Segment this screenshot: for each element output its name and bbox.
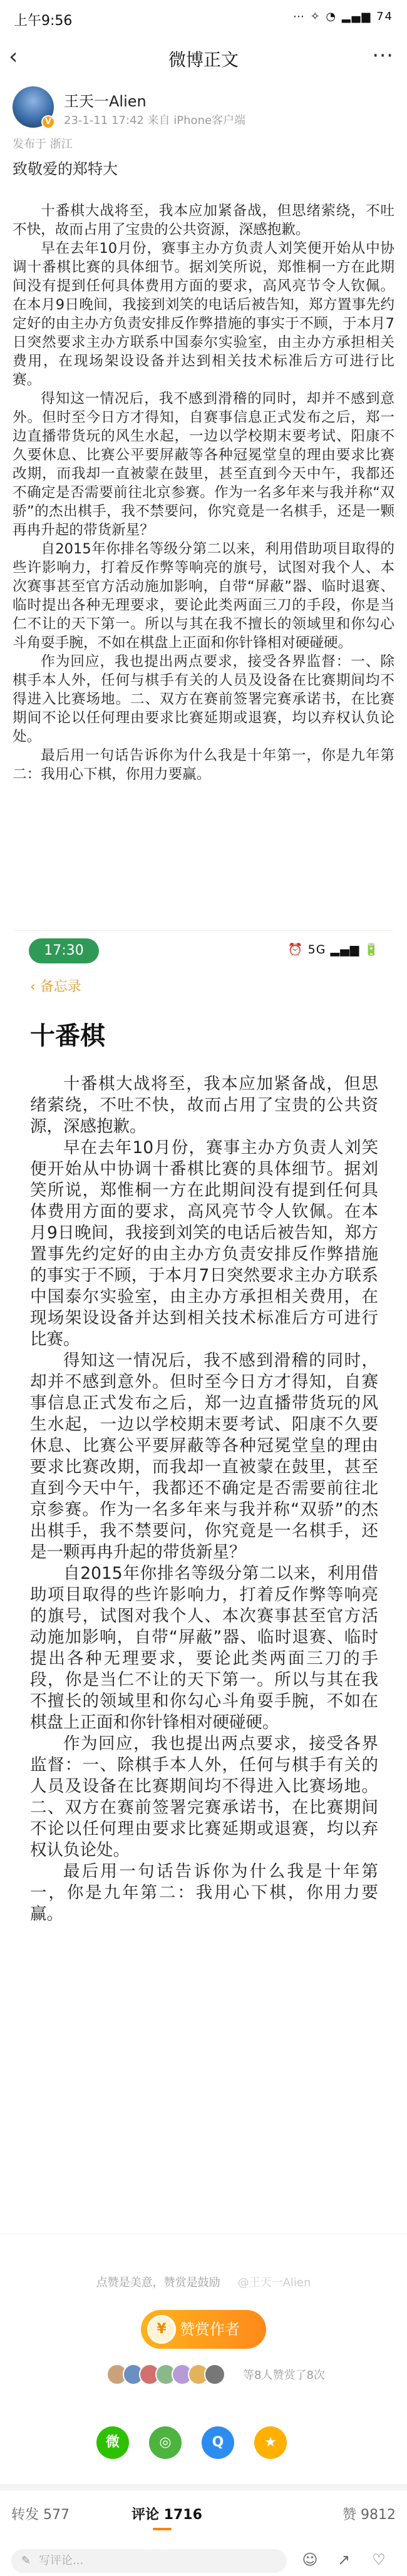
- section-divider: [0, 2484, 407, 2490]
- letter-paragraph: 得知这一情况后，我不感到滑稽的同时，却并不感到意外。但时至今日方才得知，自赛事信息正式发布之后，郑一边直播带货玩的风生水起，一边以学校期末要考试、阳康不久要休息、比赛公平要屏蔽等各种冠冕堂皇的理由要求比赛改期，而我却一直被蒙在鼓里，甚至直到今天中午，我都还不确定是否需要前往北京参赛。作为一名多年来与我并称“双骄”的杰出棋手，我不禁要问，你究竟是一名棋手，还是一颗再冉升起的带货新星？: [13, 391, 394, 538]
- letter-body: [13, 202, 394, 784]
- embedded-memo-screenshot[interactable]: [14, 930, 393, 2226]
- wechat-icon[interactable]: 微: [96, 2426, 129, 2459]
- letter-paragraph: 自2015年你排名等级分第二以来，利用借助项目取得的些许影响力，打着反作弊等响亮的旗号，试图对我个人、本次赛事甚至官方活动施加影响，自带“屏蔽”器、临时退赛、临时提出各种无理要求，要论此类两面三刀的手段，你是当仁不让的天下第一。所以与其在我不擅长的领域里和你勾心斗角耍手腕，不如在棋盘上正面和你针锋相对硬碰硬。: [13, 541, 394, 651]
- reward-note: [0, 2274, 407, 2290]
- qq-icon[interactable]: Q: [202, 2426, 234, 2459]
- memo-body: [30, 1074, 378, 1925]
- post-meta: 23-1-11 17:42 来自 iPhone客户端: [64, 114, 246, 127]
- reward-note-text: 点赞是美意，赞赏是鼓励: [96, 2276, 220, 2289]
- letter-paragraph: 十番棋大战将至，我本应加紧备战，但思绪萦绕，不吐不快，故而占用了宝贵的公共资源，深感抱歉。: [13, 203, 394, 238]
- verified-badge-icon: V: [41, 115, 55, 129]
- top-nav: [0, 38, 407, 78]
- like-icon[interactable]: ♡: [372, 2551, 386, 2568]
- avatar[interactable]: [13, 86, 54, 128]
- memo-paragraph: 自2015年你排名等级分第二以来，利用借助项目取得的些许影响力，打着反作弊等响亮的旗号，试图对我个人、本次赛事甚至官方活动施加影响，自带“屏蔽”器、临时退赛、临时提出各种无理要求，要论此类两面三刀的手段，你是当仁不让的天下第一。所以与其在我不擅长的领域里和你勾心斗角耍手腕，不如在棋盘上正面和你针锋相对硬碰硬。: [30, 1564, 378, 1732]
- tab-repost[interactable]: 转发 577: [11, 2507, 70, 2523]
- salutation: 致敬爱的郑特大: [13, 160, 118, 178]
- memo-paragraph: 十番棋大战将至，我本应加紧备战，但思绪萦绕，不吐不快，故而占用了宝贵的公共资源，深感抱歉。: [30, 1074, 378, 1136]
- page-title: 微博正文: [168, 49, 239, 70]
- status-icons: ⋯ ✧ ◔ ▂▄▆ 74: [292, 10, 393, 23]
- back-icon[interactable]: ‹: [9, 44, 18, 69]
- comment-placeholder: 写评论...: [39, 2554, 84, 2567]
- fan-avatar: [204, 2364, 225, 2385]
- share-row: [0, 2426, 407, 2464]
- watermark: @王天一Alien: [237, 2276, 311, 2289]
- letter-paragraph: 作为回应，我也提出两点要求，接受各界监督：一、除棋手本人外，任何与棋手有关的人员及设备在比赛期间均不得进入比赛场地。二、双方在赛前签署完赛承诺书，在比赛期间不论以任何理由要求比赛延期或退赛，均以弃权认负论处。: [13, 654, 394, 745]
- tab-like[interactable]: 赞 9812: [343, 2507, 396, 2523]
- letter-paragraph: 早在去年10月份，赛事主办方负责人刘笑便开始从中协调十番棋比赛的具体细节。据刘笑所说，郑惟桐一方在此期间没有提到任何具体费用方面的要求，高风亮节令人钦佩。在本月9日晚间，我接到刘笑的电话后被告知，郑方置事先约定好的由主办方负责安排反作弊措施的事实于不顾，于本月7日突然要求主办方联系中国泰尔实验室，由主办方承担相关费用，在现场架设设备并达到相关技术标准后方可进行比赛。: [13, 240, 394, 388]
- memo-status-icons: ⏰ 5G ▂▄▆ 🔋: [287, 943, 379, 957]
- share-icon[interactable]: ↗: [337, 2551, 351, 2568]
- more-icon[interactable]: ⋯: [372, 43, 393, 68]
- memo-back-button: ‹ 备忘录: [30, 979, 81, 995]
- comment-bar: [0, 2547, 407, 2576]
- memo-paragraph: 作为回应，我也提出两点要求，接受各界监督：一、除棋手本人外，任何与棋手有关的人员及设备在比赛期间均不得进入比赛场地。二、双方在赛前签署完赛承诺书，在比赛期间不论以任何理由要求比赛延期或退赛，均以弃权认负论处。: [30, 1734, 378, 1860]
- pen-icon: ✎: [21, 2554, 31, 2567]
- reward-count: 等8人赞赏了8次: [243, 2369, 325, 2382]
- comment-input[interactable]: [11, 2549, 287, 2573]
- memo-title: 十番棋: [30, 1022, 105, 1050]
- interaction-tabs: [0, 2498, 407, 2535]
- status-time-pill: 17:30: [29, 938, 99, 963]
- memo-paragraph: 得知这一情况后，我不感到滑稽的同时，却并不感到意外。但时至今日方才得知，自赛事信息正式发布之后，郑一边直播带货玩的风生水起，一边以学校期末要考试、阳康不久要休息、比赛公平要屏蔽等各种冠冕堂皇的理由要求比赛改期，而我却一直被蒙在鼓里，甚至直到今天中午，我都还不确定是否需要前往北京参赛。作为一名多年来与我并称“双骄”的杰出棋手，我不禁要问，你究竟是一名棋手，还是一颗再冉升起的带货新星？: [30, 1351, 378, 1562]
- author-header: [13, 86, 394, 151]
- qzone-icon[interactable]: ★: [254, 2426, 287, 2459]
- emoji-icon[interactable]: ☺: [302, 2551, 318, 2568]
- post-location: 发布于 浙江: [13, 138, 73, 151]
- reward-button-label: 赞赏作者: [180, 2321, 240, 2338]
- memo-paragraph: 早在去年10月份，赛事主办方负责人刘笑便开始从中协调十番棋比赛的具体细节。据刘笑所说，郑惟桐一方在此期间没有提到任何具体费用方面的要求，高风亮节令人钦佩。在本月9日晚间，我接到刘笑的电话后被告知，郑方置事先约定好的由主办方负责安排反作弊措施的事实于不顾，于本月7日突然要求主办方联系中国泰尔实验室，由主办方承担相关费用，在现场架设设备并达到相关技术标准后方可进行比赛。: [30, 1138, 378, 1349]
- tab-comment[interactable]: 评论 1716: [131, 2507, 202, 2523]
- moments-icon[interactable]: ◎: [149, 2426, 182, 2459]
- memo-paragraph: 最后用一句话告诉你为什么我是十年第一，你是九年第二：我用心下棋，你用力要赢。: [30, 1862, 378, 1924]
- reward-button[interactable]: [141, 2310, 266, 2349]
- letter-paragraph: 最后用一句话告诉你为什么我是十年第一，你是九年第二：我用心下棋，你用力要赢。: [13, 747, 394, 783]
- author-name[interactable]: 王天一Alien: [64, 93, 147, 110]
- status-bar: [0, 0, 407, 38]
- status-time: 上午9:56: [14, 13, 73, 29]
- coin-icon: ¥: [147, 2315, 176, 2344]
- active-tab-underline: [153, 2528, 172, 2530]
- reward-avatars[interactable]: [106, 2364, 332, 2389]
- memo-status-bar: [14, 931, 393, 968]
